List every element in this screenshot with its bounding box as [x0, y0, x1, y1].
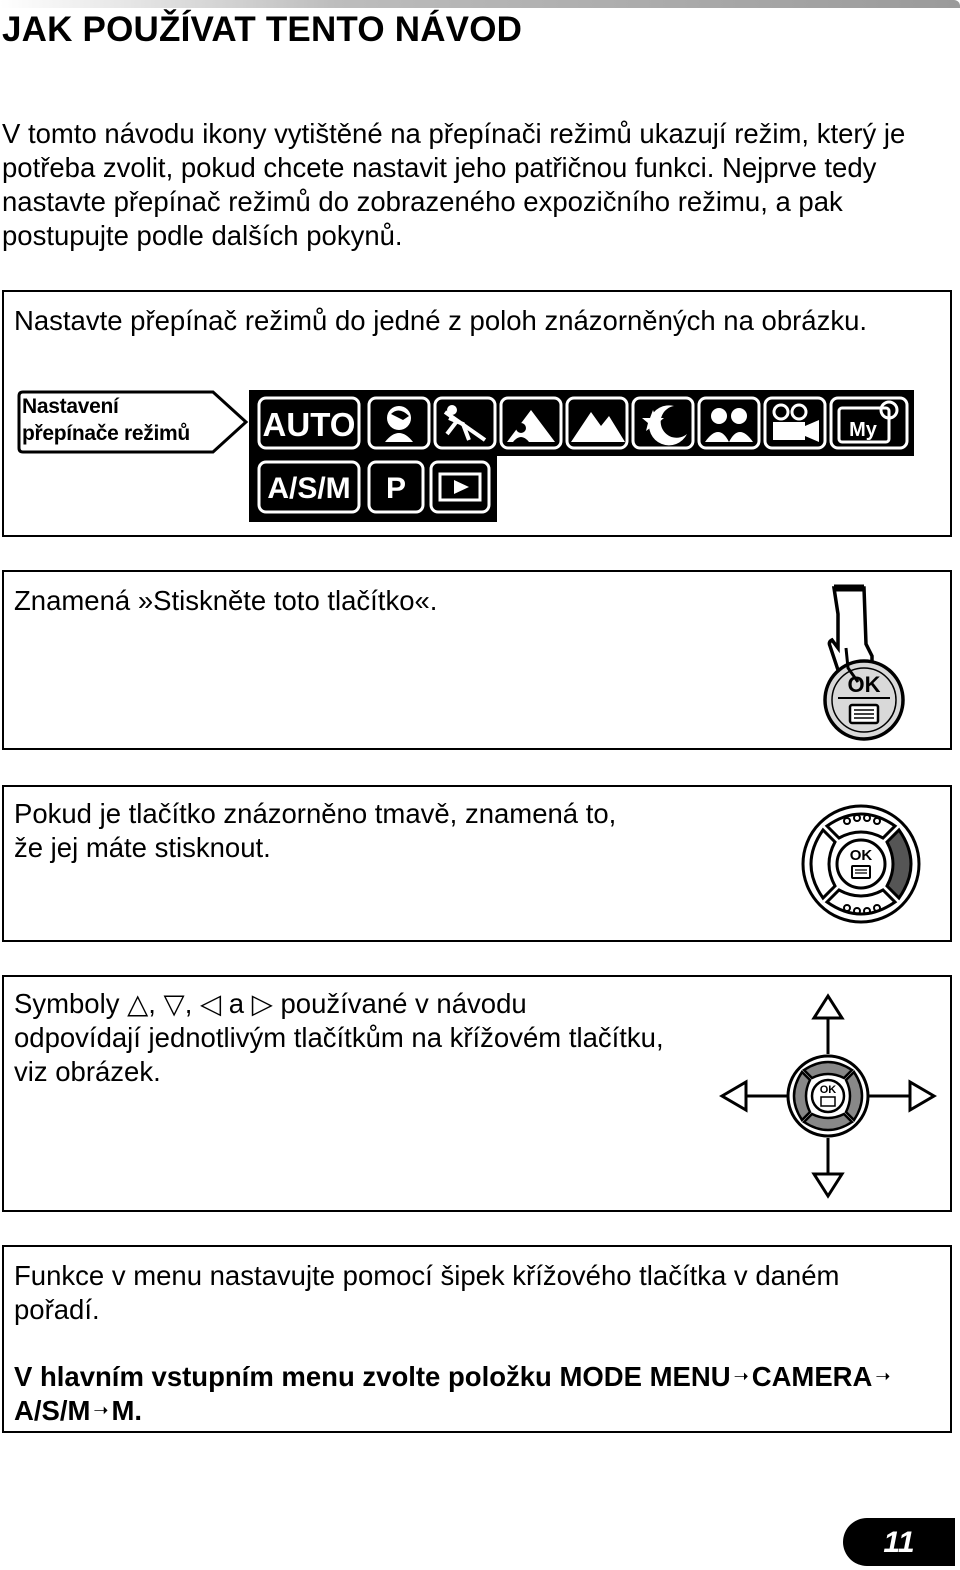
left-arrow-icon — [722, 1082, 746, 1110]
symbol-separator: , — [148, 988, 156, 1019]
symbols-text-end: používané v návodu — [280, 988, 527, 1019]
right-arrow-icon — [910, 1082, 934, 1110]
mode-dial-box — [2, 290, 952, 537]
press-button-box — [2, 570, 952, 750]
menu-path-bold-3: A/S/M — [14, 1395, 91, 1426]
menu-path-bold-4: M. — [111, 1395, 143, 1426]
down-arrow-icon — [814, 1174, 842, 1196]
symbols-text-start: Symboly — [14, 988, 120, 1019]
dark-button-box — [2, 785, 952, 942]
symbols-text-line3: viz obrázek. — [14, 1056, 161, 1087]
symbol-up: △ — [127, 988, 149, 1019]
cross-key-dark-icon — [799, 802, 924, 927]
symbol-down: ▽ — [163, 988, 185, 1019]
menu-path-bold-2: CAMERA — [751, 1361, 873, 1392]
page-number: 11 — [843, 1518, 955, 1566]
intro-paragraph: V tomto návodu ikony vytištěné na přepínači režimů ukazují režim, který je potřeba zvolit, pokud chcete nastavit jeho patřičnou funkci. Nejprve tedy nastavte přepínač režimů do zobrazeného expozičního režimu, a pak postupujte podle dalších pokynů. — [2, 118, 906, 251]
asm-mode-label: A/S/M — [267, 472, 351, 505]
press-button-text: Znamená »Stiskněte toto tlačítko«. — [14, 585, 438, 616]
diagram-ok-label: OK — [819, 1084, 837, 1096]
menu-path-box — [2, 1245, 952, 1433]
symbol-right: ▷ — [251, 988, 273, 1019]
mode-icon-strip — [249, 390, 914, 522]
cross-ok-label: OK — [849, 847, 873, 864]
svg-text:My: My — [849, 419, 877, 441]
menu-path-text-line2: pořadí. — [14, 1294, 100, 1325]
mode-dial-instruction: Nastavte přepínač režimů do jedné z poloh znázorněných na obrázku. — [14, 305, 868, 336]
symbol-separator: , — [184, 988, 193, 1019]
mode-dial-label — [17, 390, 249, 454]
auto-mode-icon — [259, 398, 359, 448]
arrow-symbols-box — [2, 975, 952, 1212]
arrow-right-icon: ➝ — [93, 1400, 109, 1420]
finger-press-ok-icon — [816, 584, 916, 744]
symbol-left: ◁ — [199, 988, 222, 1019]
dark-button-text-line1: Pokud je tlačítko znázorněno tmavě, znamená to, — [14, 798, 617, 829]
arrow-right-icon: ➝ — [733, 1366, 749, 1386]
ok-label: OK — [847, 672, 881, 697]
up-arrow-icon — [814, 996, 842, 1018]
menu-path-text-line1: Funkce v menu nastavujte pomocí šipek křížového tlačítka v daném — [14, 1260, 840, 1291]
mode-dial-label-line2: přepínače režimů — [22, 422, 190, 445]
arrow-right-icon: ➝ — [875, 1366, 891, 1386]
page-title: JAK POUŽÍVAT TENTO NÁVOD — [2, 10, 523, 49]
auto-mode-label: AUTO — [262, 406, 356, 443]
mode-dial-label-line1: Nastavení — [22, 395, 119, 418]
symbols-text-line2: odpovídají jednotlivým tlačítkům na křížovém tlačítku, — [14, 1022, 664, 1053]
program-mode-label: P — [385, 472, 407, 505]
dark-button-text-line2: že jej máte stisknout. — [14, 832, 271, 863]
cross-key-arrows-diagram — [716, 992, 941, 1202]
menu-path-bold-1: V hlavním vstupním menu zvolte položku MODE MENU — [14, 1361, 731, 1392]
top-rule — [0, 0, 960, 8]
symbol-conjunction: a — [228, 988, 245, 1019]
